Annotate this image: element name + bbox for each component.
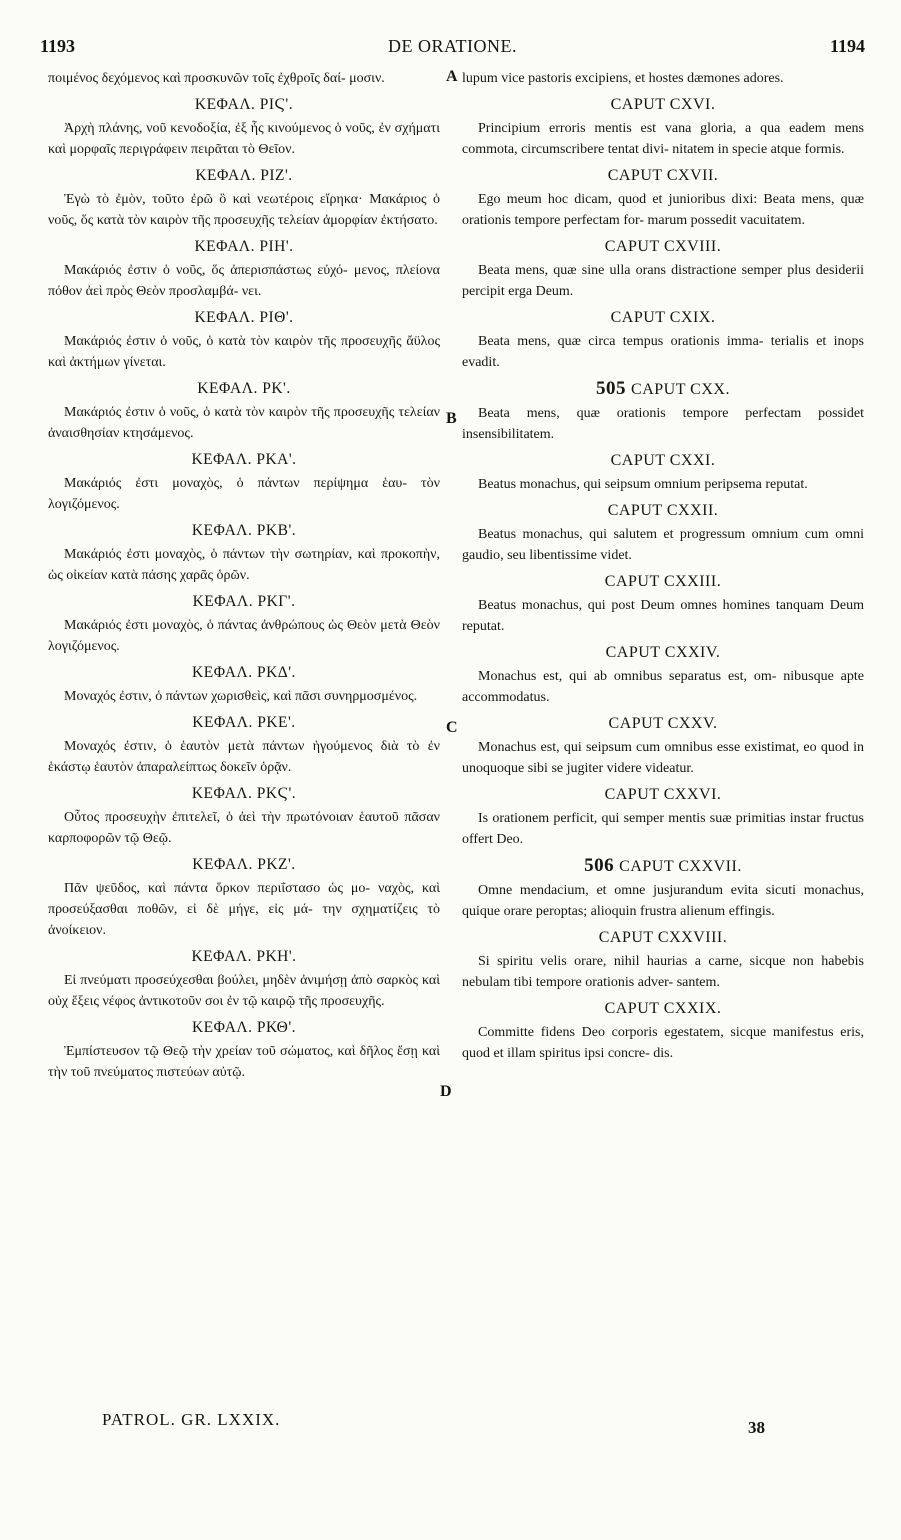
chapter-heading bbox=[48, 449, 440, 470]
chapter-heading-text: ΚΕΦΑΛ. ΡΚΖ'. bbox=[192, 856, 296, 873]
chapter-heading bbox=[462, 500, 864, 521]
chapter-section bbox=[462, 378, 864, 445]
column-number: 506 bbox=[584, 855, 615, 876]
chapter-text: Ἐμπίστευσον τῷ Θεῷ τὴν χρείαν τοῦ σώματος, καὶ δῆλος ἔσῃ καὶ τὴν τοῦ πνεύματος πιστεύων αὐτῷ. bbox=[48, 1044, 440, 1080]
chapter-heading-text: ΚΕΦΑΛ. ΡΚΓ'. bbox=[192, 593, 296, 610]
chapter-heading-text: ΚΕΦΑΛ. ΡΚ'. bbox=[197, 380, 291, 397]
chapter-text: Beatus monachus, qui salutem et progressum omnium cum omni gaudio, seu libentissime videt. bbox=[462, 527, 864, 563]
chapter-heading bbox=[462, 855, 864, 877]
margin-marker-d: D bbox=[440, 1083, 452, 1100]
greek-column bbox=[48, 68, 440, 1083]
margin-marker-c: C bbox=[446, 719, 458, 736]
chapter-text: Omne mendacium, et omne jusjurandum evita sicuti monachus, quique orare peroptas; alioquin frustra alienum effingis. bbox=[462, 883, 864, 919]
chapter-section bbox=[48, 378, 440, 444]
chapter-heading-text: ΚΕΦΑΛ. ΡΚΕ'. bbox=[192, 714, 296, 731]
chapter-heading bbox=[48, 854, 440, 875]
chapter-section bbox=[48, 591, 440, 657]
chapter-text: Is orationem perficit, qui semper mentis suæ primitias instar fructus offert Deo. bbox=[462, 811, 864, 847]
running-title: DE ORATIONE. bbox=[388, 36, 517, 56]
chapter-section bbox=[462, 855, 864, 922]
latin-intro: lupum vice pastoris excipiens, et hostes dæmones adores. bbox=[462, 71, 784, 86]
chapter-heading-text: ΚΕΦΑΛ. ΡΚΔ'. bbox=[192, 664, 296, 681]
chapter-heading-text: CAPUT CXVI. bbox=[610, 96, 716, 113]
chapter-text: Πᾶν ψεῦδος, καὶ πάντα ὅρκον περιΐστασο ὡς μο- ναχὸς, καὶ προσεύξασθαι ποθῶν, εἰ δὲ μήγε, εἰς μά- την σχηματίζεις τὸ ἀνοίκειον. bbox=[48, 881, 440, 938]
chapter-heading-text: ΚΕΦΑΛ. ΡΚΒ'. bbox=[191, 522, 297, 539]
chapter-heading-text: CAPUT CXXIX. bbox=[604, 1000, 722, 1017]
chapter-section bbox=[48, 1017, 440, 1083]
chapter-heading bbox=[48, 236, 440, 257]
chapter-heading bbox=[462, 236, 864, 257]
chapter-text: Monachus est, qui seipsum cum omnibus esse existimat, eo quod in unoquoque sibi se jugiter videre videatur. bbox=[462, 740, 864, 776]
greek-intro: ποιμένος δεχόμενος καὶ προσκυνῶν τοῖς ἐχθροῖς δαί- μοσιν. bbox=[48, 71, 385, 86]
chapter-text: Si spiritu velis orare, nihil haurias a carne, sicque non habebis nebulam tibi tempore orationis adver- santem. bbox=[462, 954, 864, 990]
page-number-left: 1193 bbox=[40, 36, 76, 56]
chapter-section bbox=[48, 946, 440, 1012]
chapter-heading bbox=[462, 927, 864, 948]
chapter-heading bbox=[48, 946, 440, 967]
chapter-heading-text: CAPUT CXVII. bbox=[607, 167, 719, 184]
chapter-section bbox=[48, 712, 440, 778]
chapter-section bbox=[48, 520, 440, 586]
chapter-section bbox=[48, 94, 440, 160]
chapter-heading-text: CAPUT CXX. bbox=[631, 381, 730, 398]
chapter-heading bbox=[48, 662, 440, 683]
chapter-heading bbox=[462, 165, 864, 186]
chapter-text: Μοναχός ἐστιν, ὁ ἑαυτὸν μετὰ πάντων ἡγούμενος διὰ τὸ ἐν ἑκάστῳ ἑαυτὸν ἀπαραλείπτως δοκεῖν ὁρᾷν. bbox=[48, 739, 440, 775]
chapter-heading bbox=[48, 591, 440, 612]
chapter-heading bbox=[48, 307, 440, 328]
chapter-heading bbox=[48, 520, 440, 541]
chapter-heading bbox=[462, 94, 864, 115]
chapter-heading-text: CAPUT CXXV. bbox=[608, 715, 718, 732]
chapter-heading bbox=[48, 783, 440, 804]
chapter-section bbox=[48, 783, 440, 849]
chapter-text: Beata mens, quæ sine ulla orans distractione semper plus desiderii percipit erga Deum. bbox=[462, 263, 864, 299]
chapter-heading-text: CAPUT CXXVIII. bbox=[598, 929, 728, 946]
chapter-heading bbox=[462, 784, 864, 805]
running-header bbox=[40, 36, 865, 60]
chapter-heading-text: CAPUT CXXI. bbox=[610, 452, 716, 469]
chapter-text: Monachus est, qui ab omnibus separatus est, om- nibusque apte accommodatus. bbox=[462, 669, 864, 705]
column-number: 505 bbox=[596, 378, 627, 399]
chapter-text: Μακάριός ἐστιν ὁ νοῦς, ὁ κατὰ τὸν καιρὸν τῆς προσευχῆς τελείαν ἀναισθησίαν κτησάμενος. bbox=[48, 405, 440, 441]
margin-marker-a: A bbox=[446, 68, 458, 85]
volume-signature: PATROL. GR. LXXIX. bbox=[102, 1410, 281, 1429]
chapter-section bbox=[462, 998, 864, 1064]
chapter-heading-text: ΚΕΦΑΛ. ΡΚΑ'. bbox=[191, 451, 297, 468]
chapter-heading-text: ΚΕΦΑΛ. ΡΙΗ'. bbox=[194, 238, 294, 255]
chapter-heading-text: CAPUT CXXVII. bbox=[619, 858, 742, 875]
chapter-text: Committe fidens Deo corporis egestatem, sicque manifestus eris, quod et illam spiritus ipsi concre- dis. bbox=[462, 1025, 864, 1061]
chapter-text: Οὗτος προσευχὴν ἐπιτελεῖ, ὁ ἀεὶ τὴν πρωτόνοιαν ἑαυτοῦ πᾶσαν καρποφορῶν τῷ Θεῷ. bbox=[48, 810, 440, 846]
chapter-heading-text: CAPUT CXXVI. bbox=[604, 786, 722, 803]
chapter-heading-text: ΚΕΦΑΛ. ΡΙϚ'. bbox=[194, 96, 294, 113]
chapter-text: Ἐγὼ τὸ ἐμὸν, τοῦτο ἐρῶ ὃ καὶ νεωτέροις εἴρηκα· Μακάριος ὁ νοῦς, ὅς κατὰ τὸν καιρὸν τῆς προσευχῆς τελείαν ἀμορφίαν ἐκτήσατο. bbox=[48, 192, 440, 228]
chapter-text: Ἀρχὴ πλάνης, νοῦ κενοδοξία, ἐξ ἧς κινούμενος ὁ νοῦς, ἐν σχήματι καὶ μορφαῖς περιγράφειν πειρᾶται τὸ Θεῖον. bbox=[48, 121, 440, 157]
chapter-heading-text: CAPUT CXVIII. bbox=[604, 238, 722, 255]
chapter-text: Beata mens, quæ circa tempus orationis imma- terialis et inops evadit. bbox=[462, 334, 864, 370]
chapter-text: Μακάριός ἐστι μοναχὸς, ὁ πάντων περίψημα ἑαυ- τὸν λογιζόμενος. bbox=[48, 476, 440, 512]
chapter-heading bbox=[462, 571, 864, 592]
page-number-right: 1194 bbox=[829, 36, 865, 56]
chapter-section bbox=[48, 165, 440, 231]
chapter-heading-text: CAPUT CXXIV. bbox=[605, 644, 721, 661]
chapter-section bbox=[462, 642, 864, 708]
chapter-heading bbox=[48, 378, 440, 399]
chapter-section bbox=[48, 236, 440, 302]
chapter-heading bbox=[48, 712, 440, 733]
chapter-section bbox=[48, 854, 440, 941]
latin-column bbox=[462, 68, 864, 1064]
chapter-heading-text: CAPUT CXXII. bbox=[607, 502, 719, 519]
margin-marker-b: B bbox=[446, 410, 457, 427]
chapter-section bbox=[462, 450, 864, 495]
chapter-text: Μακάριός ἐστι μοναχὸς, ὁ πάντων τὴν σωτηρίαν, καὶ προκοπὴν, ὡς οἰκείαν κατὰ πάσης χαρᾶς ὁρῶν. bbox=[48, 547, 440, 583]
chapter-heading-text: ΚΕΦΑΛ. ΡΚϚ'. bbox=[191, 785, 297, 802]
chapter-heading bbox=[48, 94, 440, 115]
chapter-heading bbox=[462, 713, 864, 734]
chapter-text: Principium erroris mentis est vana gloria, a qua eadem mens commota, circumscribere tentat divi- nitatem in specie atque formis. bbox=[462, 121, 864, 157]
chapter-heading-text: ΚΕΦΑΛ. ΡΚΗ'. bbox=[191, 948, 297, 965]
chapter-section bbox=[462, 784, 864, 850]
chapter-section bbox=[462, 94, 864, 160]
chapter-section bbox=[48, 307, 440, 373]
chapter-section bbox=[462, 307, 864, 373]
chapter-heading bbox=[462, 998, 864, 1019]
chapter-section bbox=[48, 449, 440, 515]
chapter-heading-text: ΚΕΦΑΛ. ΡΙΘ'. bbox=[194, 309, 294, 326]
chapter-section bbox=[462, 500, 864, 566]
chapter-text: Μοναχός ἐστιν, ὁ πάντων χωρισθεὶς, καὶ πᾶσι συνηρμοσμένος. bbox=[64, 689, 418, 704]
chapter-heading bbox=[462, 642, 864, 663]
chapter-heading-text: ΚΕΦΑΛ. ΡΚΘ'. bbox=[191, 1019, 297, 1036]
chapter-section bbox=[462, 236, 864, 302]
chapter-heading-text: CAPUT CXIX. bbox=[610, 309, 716, 326]
chapter-text: Εἰ πνεύματι προσεύχεσθαι βούλει, μηδὲν ἀνιμήσῃ ἀπὸ σαρκὸς καὶ οὐχ ἕξεις νέφος ἀντικοτοῦν σοι ἐν τῷ καιρῷ τῆς προσευχῆς. bbox=[48, 973, 440, 1009]
chapter-text: Μακάριός ἐστιν ὁ νοῦς, ὅς ἀπερισπάστως εὐχό- μενος, πλείονα πόθον ἀεὶ πρὸς Θεὸν προσλαμβά- νει. bbox=[48, 263, 440, 299]
chapter-heading bbox=[462, 378, 864, 400]
chapter-text: Beatus monachus, qui seipsum omnium peripsema reputat. bbox=[478, 477, 808, 492]
chapter-text: Beata mens, quæ orationis tempore perfectam possidet insensibilitatem. bbox=[462, 406, 864, 442]
chapter-text: Ego meum hoc dicam, quod et junioribus dixi: Beata mens, quæ orationis tempore perfectam for- marum possedit vacuitatem. bbox=[462, 192, 864, 228]
chapter-section bbox=[462, 713, 864, 779]
chapter-section bbox=[462, 571, 864, 637]
chapter-section bbox=[462, 927, 864, 993]
gathering-number: 38 bbox=[748, 1418, 765, 1437]
chapter-heading-text: ΚΕΦΑΛ. ΡΙΖ'. bbox=[195, 167, 293, 184]
chapter-heading bbox=[462, 307, 864, 328]
chapter-section bbox=[462, 165, 864, 231]
chapter-heading-text: CAPUT CXXIII. bbox=[604, 573, 722, 590]
chapter-heading bbox=[462, 450, 864, 471]
chapter-heading bbox=[48, 1017, 440, 1038]
chapter-text: Beatus monachus, qui post Deum omnes homines tanquam Deum reputat. bbox=[462, 598, 864, 634]
chapter-section bbox=[48, 662, 440, 707]
chapter-text: Μακάριός ἐστι μοναχὸς, ὁ πάντας ἀνθρώπους ὡς Θεὸν μετὰ Θεὸν λογιζόμενος. bbox=[48, 618, 440, 654]
chapter-heading bbox=[48, 165, 440, 186]
chapter-text: Μακάριός ἐστιν ὁ νοῦς, ὁ κατὰ τὸν καιρὸν τῆς προσευχῆς ἄϋλος καὶ ἀκτήμων γίνεται. bbox=[48, 334, 440, 370]
